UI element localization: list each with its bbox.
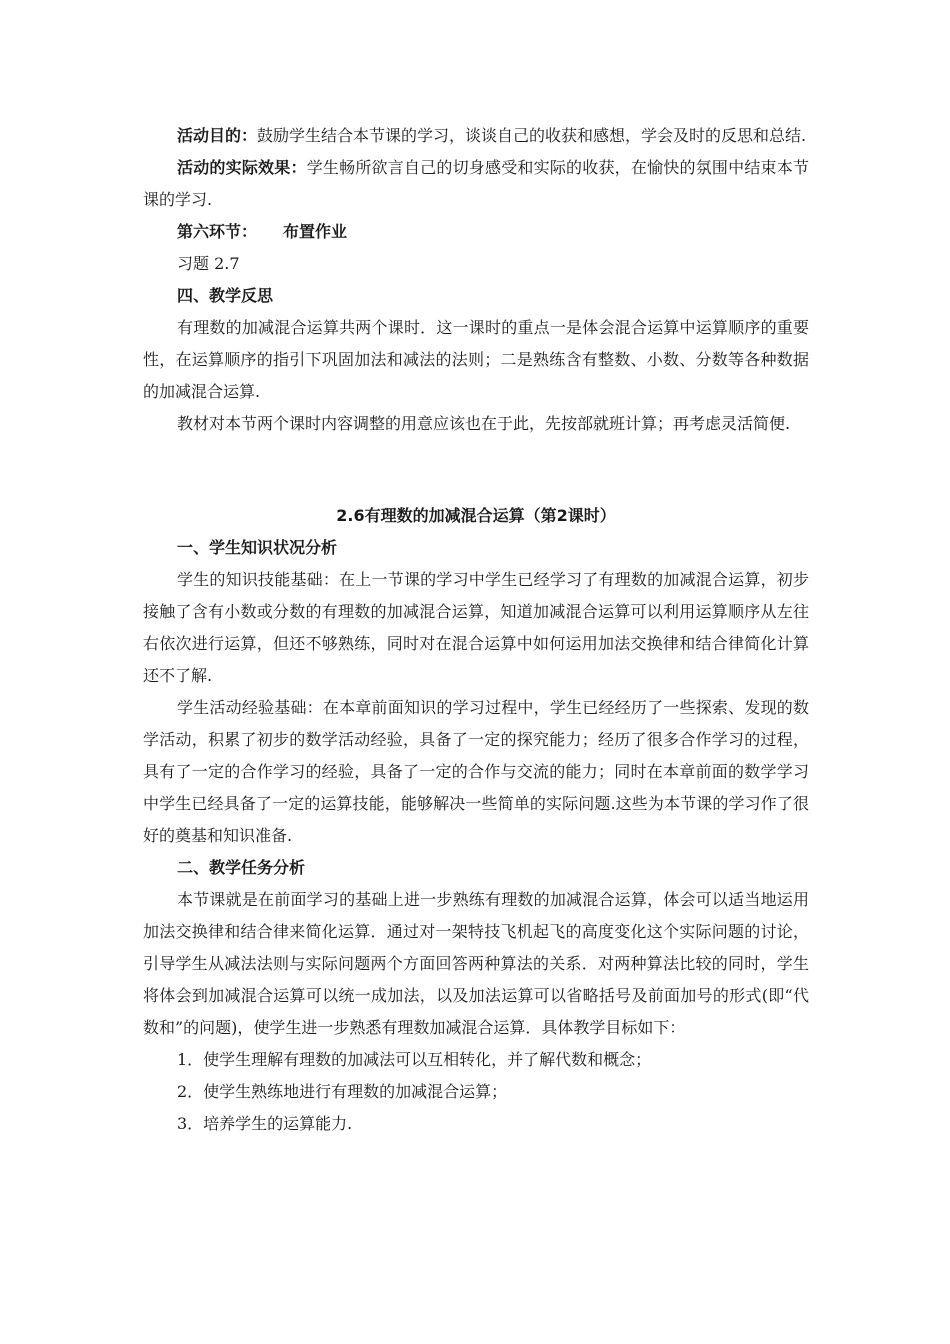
section-heading-reflection: 四、教学反思 xyxy=(177,286,274,305)
knowledge-paragraph-1: 学生的知识技能基础：在上一节课的学习中学生已经学习了有理数的加减混合运算，初步接触了含有小数或分数的有理数的加减混合运算，知道加减混合运算可以利用运算顺序从左往右依次进行运算，但还不够熟练，同时对在混合运算中如何运用加法交换律和结合律简化计算还不了解. xyxy=(143,570,809,685)
lesson-title: 2.6有理数的加减混合运算（第2课时） xyxy=(336,506,616,525)
goal-item-1: 1．使学生理解有理数的加减法可以互相转化，并了解代数和概念； xyxy=(177,1050,652,1069)
homework-text: 习题 2.7 xyxy=(177,254,240,273)
activity-effect-paragraph xyxy=(143,152,809,216)
activity-effect-label: 活动的实际效果： xyxy=(177,158,307,177)
activity-purpose-text: 鼓励学生结合本节课的学习，谈谈自己的收获和感想，学会及时的反思和总结. xyxy=(257,126,807,145)
stage-six-label: 第六环节： xyxy=(177,222,258,241)
goal-item-3: 3．培养学生的运算能力. xyxy=(177,1114,353,1133)
stage-six-title: 布置作业 xyxy=(283,222,348,241)
reflection-paragraph-2: 教材对本节两个课时内容调整的用意应该也在于此，先按部就班计算；再考虑灵活简便. xyxy=(177,414,791,433)
activity-effect-text: 学生畅所欲言自己的切身感受和实际的收获，在愉快的氛围中结束本节课的学习. xyxy=(143,158,809,209)
goal-item-2: 2．使学生熟练地进行有理数的加减混合运算； xyxy=(177,1082,508,1101)
activity-purpose-paragraph xyxy=(143,120,809,152)
section-heading-student-knowledge: 一、学生知识状况分析 xyxy=(177,538,338,557)
knowledge-paragraph-2: 学生活动经验基础：在本章前面知识的学习过程中，学生已经经历了一些探索、发现的数学活动，积累了初步的数学活动经验，具备了一定的探究能力；经历了很多合作学习的过程，具有了一定的合作学习的经验，具备了一定的合作与交流的能力；同时在本章前面的数学学习中学生已经具备了一定的运算技能，能够解决一些简单的实际问题.这些为本节课的学习作了很好的奠基和知识准备. xyxy=(143,698,809,845)
activity-purpose-label: 活动目的： xyxy=(177,126,258,145)
section-heading-task-analysis: 二、教学任务分析 xyxy=(177,858,306,877)
document-body xyxy=(143,120,809,1140)
task-paragraph: 本节课就是在前面学习的基础上进一步熟练有理数的加减混合运算，体会可以适当地运用加法交换律和结合律来简化运算．通过对一架特技飞机起飞的高度变化这个实际问题的讨论，引导学生从减法法则与实际问题两个方面回答两种算法的关系．对两种算法比较的同时，学生将体会到加减混合运算可以统一成加法，以及加法运算可以省略括号及前面加号的形式(即“代数和”的问题)，使学生进一步熟悉有理数加减混合运算．具体教学目标如下： xyxy=(143,890,809,1037)
stage-six-heading xyxy=(143,216,809,248)
reflection-paragraph-1: 有理数的加减混合运算共两个课时．这一课时的重点一是体会混合运算中运算顺序的重要性，在运算顺序的指引下巩固加法和减法的法则；二是熟练含有整数、小数、分数等各种数据的加减混合运算. xyxy=(143,318,809,401)
